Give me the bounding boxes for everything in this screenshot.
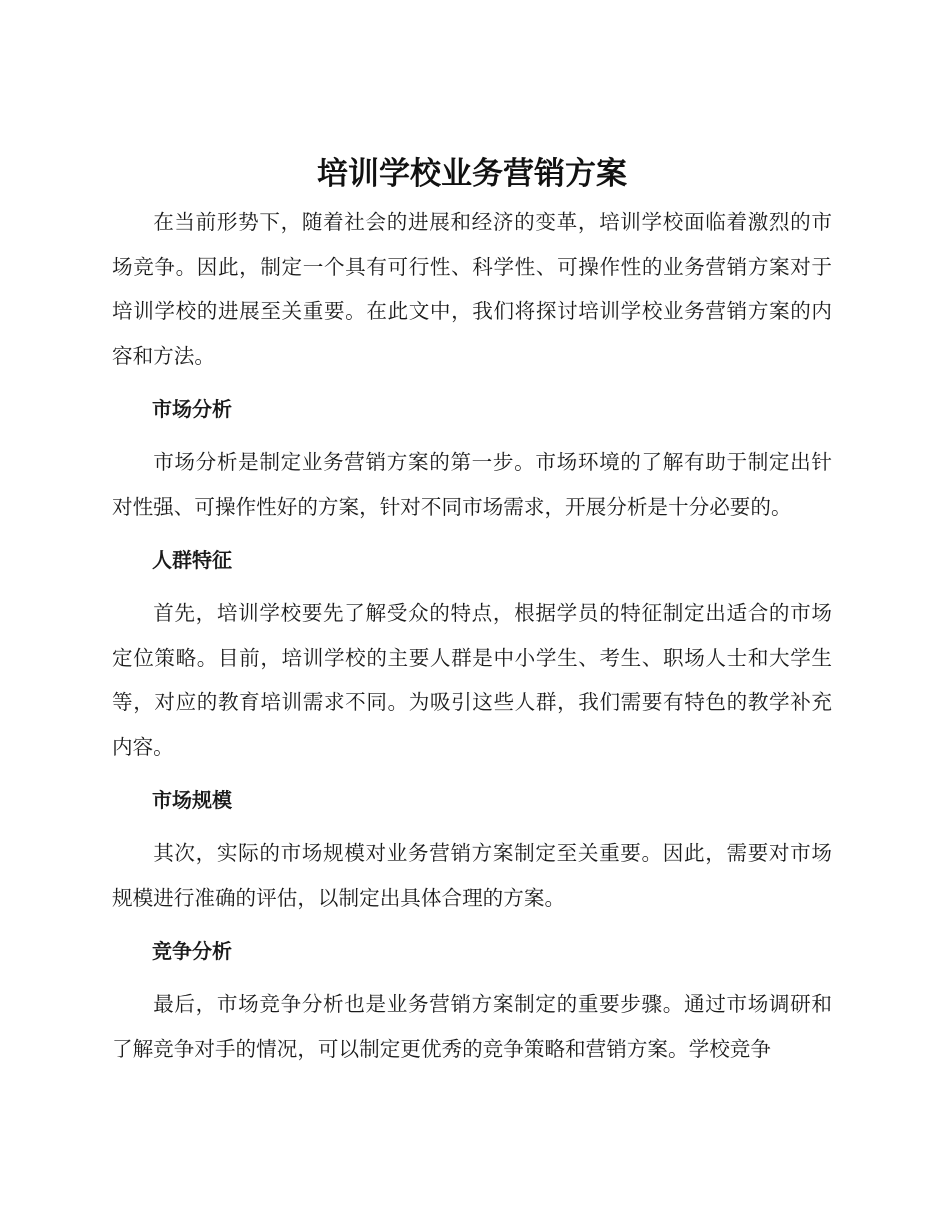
section-heading-competition: 竞争分析 — [152, 939, 232, 963]
document-title: 培训学校业务营销方案 — [317, 156, 627, 192]
section-body-audience: 首先，培训学校要先了解受众的特点，根据学员的特征制定出适合的市场定位策略。目前，培训学校的主要人群是中小学生、考生、职场人士和大学生等，对应的教育培训需求不同。为吸引这些人群，我们需要有特色的教学补充内容。 — [112, 601, 832, 759]
section-heading-audience: 人群特征 — [152, 548, 232, 572]
section-body-market-size: 其次，实际的市场规模对业务营销方案制定至关重要。因此，需要对市场规模进行准确的评估，以制定出具体合理的方案。 — [112, 841, 832, 910]
section-heading-market-analysis: 市场分析 — [152, 397, 232, 421]
section-body-market-analysis: 市场分析是制定业务营销方案的第一步。市场环境的了解有助于制定出针对性强、可操作性好的方案，针对不同市场需求，开展分析是十分必要的。 — [112, 450, 832, 519]
section-body-competition: 最后，市场竞争分析也是业务营销方案制定的重要步骤。通过市场调研和了解竞争对手的情况，可以制定更优秀的竞争策略和营销方案。学校竞争 — [112, 992, 832, 1061]
document-page — [112, 148, 832, 1071]
section-heading-market-size: 市场规模 — [152, 788, 232, 812]
intro-paragraph: 在当前形势下，随着社会的进展和经济的变革，培训学校面临着激烈的市场竞争。因此，制定一个具有可行性、科学性、可操作性的业务营销方案对于培训学校的进展至关重要。在此文中，我们将探讨培训学校业务营销方案的内容和方法。 — [112, 210, 832, 368]
